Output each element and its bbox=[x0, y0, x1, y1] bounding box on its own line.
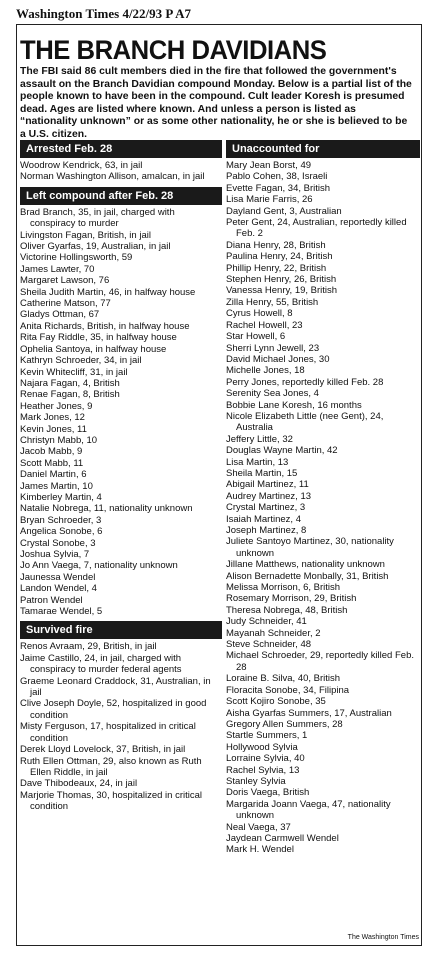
list-item: Ophelia Santoya, in halfway house bbox=[20, 343, 167, 355]
list-item: Alison Bernadette Monbally, 31, British bbox=[226, 570, 389, 582]
list-item: Woodrow Kendrick, 63, in jail bbox=[20, 160, 143, 171]
list-item: Jaime Castillo, 24, in jail, charged with conspiracy to murder federal agents bbox=[20, 652, 182, 676]
list-item: Hollywood Sylvia bbox=[226, 741, 298, 753]
list-item: Zilla Henry, 55, British bbox=[226, 296, 319, 308]
list-item: Norman Washington Allison, amalcan, in jail bbox=[20, 171, 205, 183]
list-item: Heather Jones, 9 bbox=[20, 400, 93, 412]
list-item: Diana Henry, 28, British bbox=[226, 239, 326, 251]
list-item: James Lawter, 70 bbox=[20, 263, 95, 275]
list-item: Floracita Sonobe, 34, Filipina bbox=[226, 684, 350, 696]
list-item: Melissa Morrison, 6, British bbox=[226, 582, 341, 594]
list-item: Tamarae Wendel, 5 bbox=[20, 606, 103, 618]
list-item: Isaiah Martinez, 4 bbox=[226, 513, 301, 525]
section-header-left-compound-after-feb-28: Left compound after Feb. 28 bbox=[20, 187, 222, 205]
section-header-unaccounted-for: Unaccounted for bbox=[226, 140, 420, 158]
list-item: Dayland Gent, 3, Australian bbox=[226, 205, 342, 217]
list-item: Bobbie Lane Koresh, 16 months bbox=[226, 399, 362, 411]
name-list bbox=[226, 160, 420, 856]
list-item: Sherri Lynn Jewell, 23 bbox=[226, 342, 320, 354]
list-item: Gladys Ottman, 67 bbox=[20, 309, 100, 321]
list-item: Joseph Martinez, 8 bbox=[226, 525, 307, 536]
article-intro: The FBI said 86 cult members died in the fire that followed the government's assault on the Branch Davidian compound Monday. Below is a partial list of the people known to have been in the compound. Cult leader Koresh is presumed dead. Ages are listed where known. And unless a person is listed as “nationality unknown” or as some other nationality, he or she is believed to be a U.S. citizen. bbox=[20, 66, 412, 140]
list-item: Startle Summers, 1 bbox=[226, 730, 308, 742]
list-item: Najara Fagan, 4, British bbox=[20, 377, 120, 389]
list-item: Margaret Lawson, 76 bbox=[20, 275, 110, 287]
list-item: Graeme Leonard Craddock, 31, Australian, in jail bbox=[20, 675, 211, 699]
list-item: Catherine Matson, 77 bbox=[20, 298, 111, 310]
list-item: Christyn Mabb, 10 bbox=[20, 434, 98, 446]
list-item: Mark H. Wendel bbox=[226, 844, 294, 856]
list-item: Brad Branch, 35, in jail, charged with conspiracy to murder bbox=[20, 206, 175, 230]
name-list bbox=[20, 207, 222, 618]
list-item: Stanley Sylvia bbox=[226, 775, 286, 787]
list-item: Juliete Santoyo Martinez, 30, nationality unknown bbox=[226, 536, 394, 559]
list-item: Aisha Gyarfas Summers, 17, Australian bbox=[226, 707, 392, 719]
list-item: Mark Jones, 12 bbox=[20, 412, 85, 424]
list-item: Anita Richards, British, in halfway house bbox=[20, 320, 190, 332]
list-item: Michael Schroeder, 29, reportedly killed Feb. 28 bbox=[226, 650, 414, 673]
list-item: Sheila Martin, 15 bbox=[226, 467, 298, 479]
left-column bbox=[20, 140, 222, 817]
list-item: Judy Schneider, 41 bbox=[226, 616, 307, 628]
list-item: Jeffery Little, 32 bbox=[226, 433, 293, 445]
list-item: Lisa Martin, 13 bbox=[226, 456, 289, 468]
list-item: Gregory Allen Summers, 28 bbox=[226, 718, 343, 730]
list-item: Renos Avraam, 29, British, in jail bbox=[20, 641, 157, 653]
list-item: Derek Lloyd Lovelock, 37, British, in jail bbox=[20, 744, 186, 756]
list-item: Crystal Sonobe, 3 bbox=[20, 537, 96, 549]
list-item: Perry Jones, reportedly killed Feb. 28 bbox=[226, 376, 384, 388]
list-item: Pablo Cohen, 38, Israeli bbox=[226, 171, 328, 183]
list-item: Oliver Gyarfas, 19, Australian, in jail bbox=[20, 241, 171, 253]
list-item: Kevin Whitecliff, 31, in jail bbox=[20, 366, 128, 378]
list-item: Jillane Matthews, nationality unknown bbox=[226, 559, 385, 571]
list-item: Scott Kojiro Sonobe, 35 bbox=[226, 696, 326, 708]
list-item: Ruth Ellen Ottman, 29, also known as Ruth Ellen Riddle, in jail bbox=[20, 755, 202, 778]
list-item: Jacob Mabb, 9 bbox=[20, 446, 83, 458]
list-item: Kevin Jones, 11 bbox=[20, 423, 87, 435]
list-item: Crystal Martinez, 3 bbox=[226, 502, 306, 514]
list-item: Rita Fay Riddle, 35, in halfway house bbox=[20, 332, 177, 344]
list-item: Mary Jean Borst, 49 bbox=[226, 160, 312, 171]
dateline: Washington Times 4/22/93 P A7 bbox=[16, 6, 192, 21]
list-item: Rosemary Morrison, 29, British bbox=[226, 593, 357, 605]
list-item: Rachel Sylvia, 13 bbox=[226, 764, 300, 776]
list-item: Evette Fagan, 34, British bbox=[226, 182, 331, 194]
list-item: Daniel Martin, 6 bbox=[20, 469, 87, 481]
list-item: Rachel Howell, 23 bbox=[226, 319, 303, 331]
list-item: Doris Vaega, British bbox=[226, 787, 310, 799]
list-item: Marjorie Thomas, 30, hospitalized in critical condition bbox=[20, 789, 202, 813]
list-item: Lisa Marie Farris, 26 bbox=[226, 194, 313, 206]
list-item: Neal Vaega, 37 bbox=[226, 821, 291, 833]
list-item: Jaydean Carmwell Wendel bbox=[226, 832, 339, 844]
list-item: Renae Fagan, 8, British bbox=[20, 389, 120, 401]
list-item: Theresa Nobrega, 48, British bbox=[226, 604, 348, 616]
list-item: Jo Ann Vaega, 7, nationality unknown bbox=[20, 560, 178, 572]
list-item: Bryan Schroeder, 3 bbox=[20, 514, 102, 526]
name-list bbox=[20, 160, 222, 183]
list-item: Landon Wendel, 4 bbox=[20, 583, 97, 595]
list-item: David Michael Jones, 30 bbox=[226, 353, 330, 365]
list-item: Phillip Henry, 22, British bbox=[226, 262, 327, 274]
list-item: Nicole Elizabeth Little (nee Gent), 24, Australia bbox=[226, 410, 384, 434]
list-item: Mayanah Schneider, 2 bbox=[226, 627, 321, 639]
list-item: Misty Ferguson, 17, hospitalized in critical condition bbox=[20, 721, 196, 744]
list-item: Vanessa Henry, 19, British bbox=[226, 285, 338, 297]
list-item: Lorraine Sylvia, 40 bbox=[226, 753, 305, 765]
list-item: Margarida Joann Vaega, 47, nationality unknown bbox=[226, 798, 391, 822]
list-item: Stephen Henry, 26, British bbox=[226, 274, 337, 286]
list-item: Angelica Sonobe, 6 bbox=[20, 526, 103, 538]
list-item: Sheila Judith Martin, 46, in halfway house bbox=[20, 286, 196, 298]
list-item: Cyrus Howell, 8 bbox=[226, 308, 293, 320]
list-item: Serenity Sea Jones, 4 bbox=[226, 388, 319, 400]
article-title: THE BRANCH DAVIDIANS bbox=[20, 35, 327, 65]
list-item: Steve Schneider, 48 bbox=[226, 639, 312, 651]
list-item: Kathryn Schroeder, 34, in jail bbox=[20, 355, 142, 367]
section-header-arrested-feb-28: Arrested Feb. 28 bbox=[20, 140, 222, 158]
list-item: Peter Gent, 24, Australian, reportedly killed Feb. 2 bbox=[226, 217, 407, 240]
list-item: Joshua Sylvia, 7 bbox=[20, 549, 90, 560]
list-item: Jaunessa Wendel bbox=[20, 571, 96, 583]
list-item: Kimberley Martin, 4 bbox=[20, 491, 102, 503]
list-item: Paulina Henry, 24, British bbox=[226, 251, 333, 263]
list-item: Dave Thibodeaux, 24, in jail bbox=[20, 778, 138, 790]
list-item: Livingston Fagan, British, in jail bbox=[20, 229, 151, 241]
list-item: Douglas Wayne Martin, 42 bbox=[226, 445, 338, 457]
list-item: Patron Wendel bbox=[20, 594, 83, 606]
list-item: Audrey Martinez, 13 bbox=[226, 490, 312, 502]
list-item: Abigail Martinez, 11 bbox=[226, 479, 309, 491]
list-item: Victorine Hollingsworth, 59 bbox=[20, 252, 133, 264]
list-item: Scott Mabb, 11 bbox=[20, 457, 84, 469]
list-item: Natalie Nobrega, 11, nationality unknown bbox=[20, 503, 193, 515]
list-item: Clive Joseph Doyle, 52, hospitalized in good condition bbox=[20, 698, 207, 721]
list-item: Loraine B. Silva, 40, British bbox=[226, 673, 341, 685]
list-item: James Martin, 10 bbox=[20, 480, 93, 492]
section-header-survived-fire: Survived fire bbox=[20, 621, 222, 639]
right-column bbox=[226, 140, 420, 860]
name-list bbox=[20, 641, 222, 812]
list-item: Michelle Jones, 18 bbox=[226, 365, 305, 377]
list-item: Star Howell, 6 bbox=[226, 331, 286, 343]
source-credit: The Washington Times bbox=[347, 934, 419, 941]
